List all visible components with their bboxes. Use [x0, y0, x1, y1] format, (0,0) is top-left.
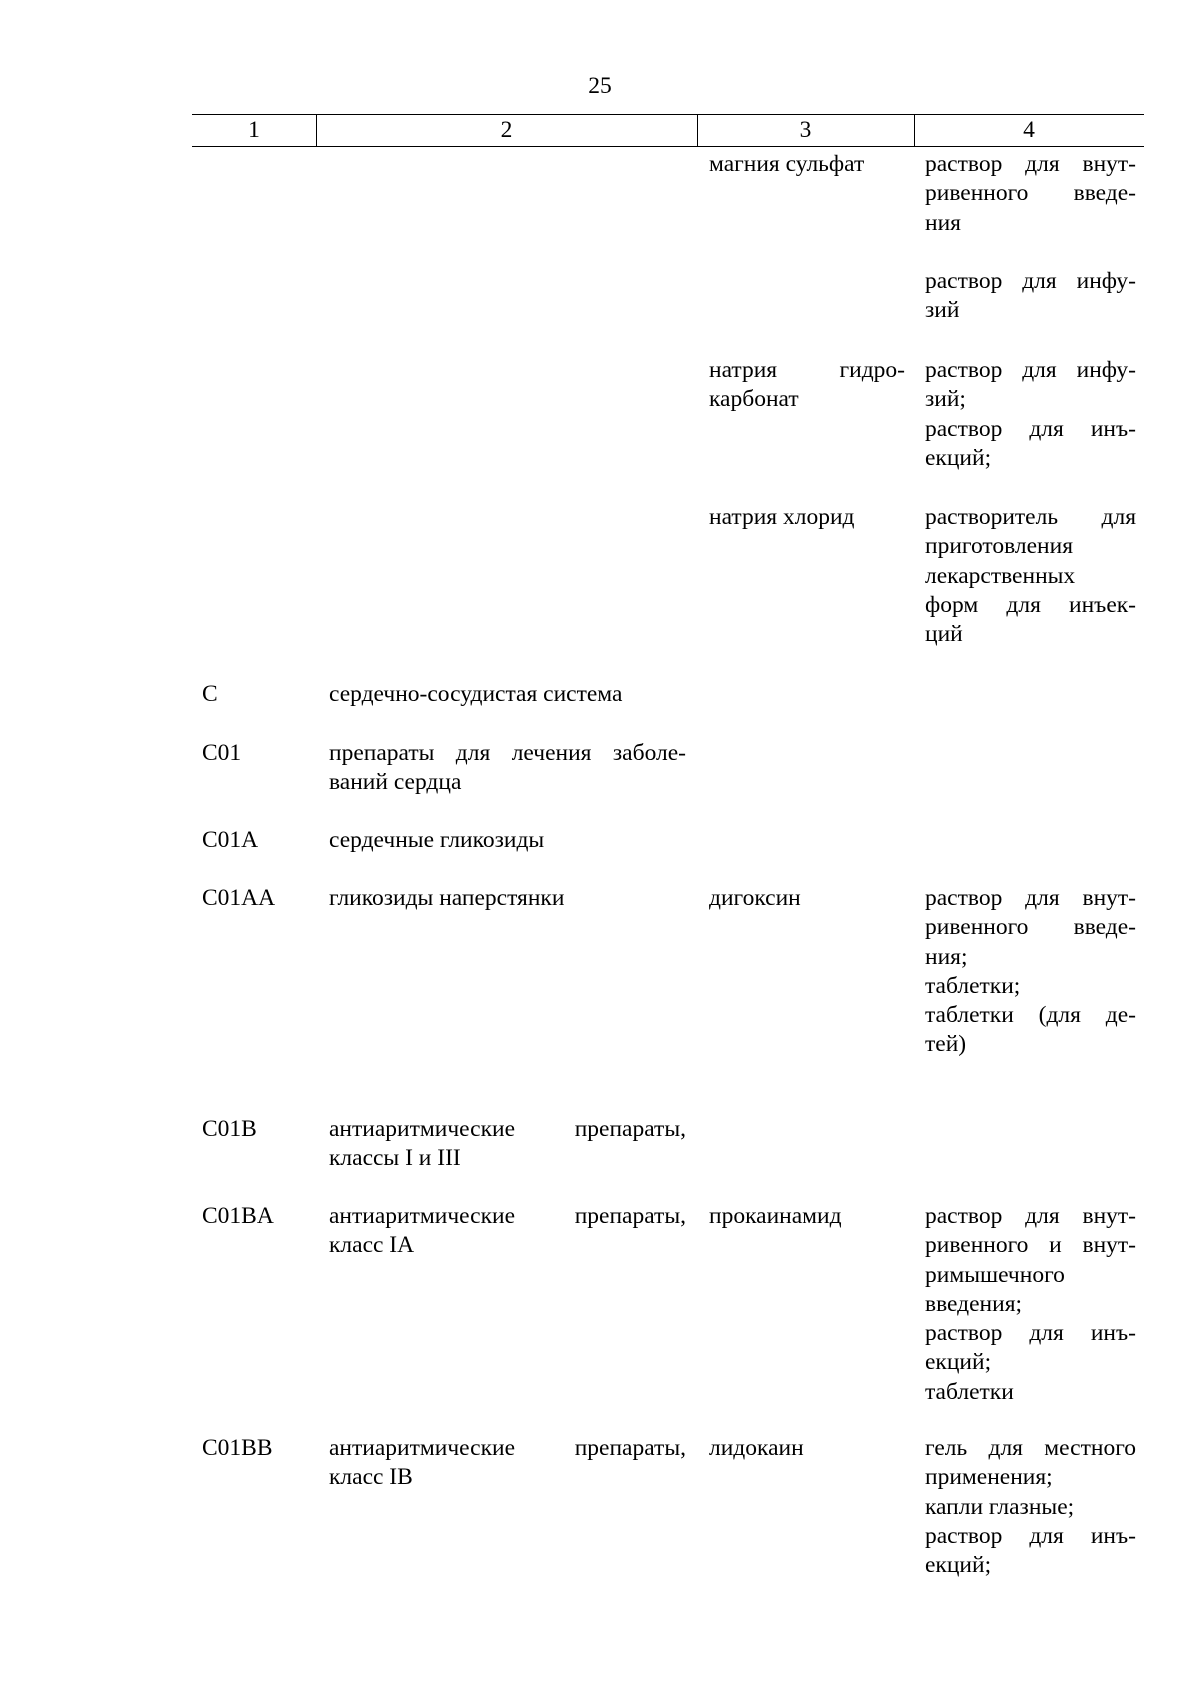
- dosage-form: раствор для внут- ривенного и внут- римышечного введения; раствор для инъ- екций; таблетки: [925, 1203, 1136, 1405]
- header-col-2: 2: [500, 117, 513, 143]
- atc-code: C01B: [202, 1116, 257, 1142]
- header-col-4: 4: [1023, 117, 1035, 143]
- table-header: [192, 114, 1144, 147]
- dosage-form: гель для местного применения; капли глазные; раствор для инъ- екций;: [925, 1435, 1136, 1579]
- atc-group-name: гликозиды наперстянки: [329, 885, 565, 911]
- atc-code: C: [202, 681, 218, 707]
- atc-code: C01BB: [202, 1435, 273, 1461]
- atc-group-name: сердечно-сосудистая система: [329, 681, 623, 707]
- atc-group-name: антиаритмические препараты, классы I и III: [329, 1116, 686, 1172]
- atc-code: C01BA: [202, 1203, 274, 1229]
- drug-name: магния сульфат: [709, 151, 865, 177]
- dosage-form: раствор для внут- ривенного введе- ния раствор для инфу- зий: [925, 151, 1136, 324]
- drug-name: прокаинамид: [709, 1203, 842, 1229]
- drug-name: дигоксин: [709, 885, 801, 911]
- drug-name: натрия хлорид: [709, 504, 855, 530]
- drug-name: лидокаин: [709, 1435, 804, 1461]
- atc-group-name: препараты для лечения заболе- ваний сердца: [329, 740, 686, 796]
- dosage-form: раствор для внут- ривенного введе- ния; таблетки; таблетки (для де- тей): [925, 885, 1136, 1058]
- atc-code: C01AA: [202, 885, 276, 911]
- atc-group-name: сердечные гликозиды: [329, 827, 545, 853]
- dosage-form: растворитель для приготовления лекарственных форм для инъек- ций: [925, 504, 1136, 648]
- header-col-1: 1: [248, 117, 260, 143]
- page-number: 25: [588, 73, 612, 99]
- atc-group-name: антиаритмические препараты, класс IB: [329, 1435, 686, 1491]
- dosage-form: раствор для инфу- зий; раствор для инъ- екций;: [925, 357, 1136, 471]
- drug-name: натрия гидро- карбонат: [709, 357, 905, 413]
- atc-code: C01: [202, 740, 242, 766]
- header-col-3: 3: [799, 117, 812, 143]
- atc-code: C01A: [202, 827, 259, 853]
- atc-group-name: антиаритмические препараты, класс IA: [329, 1203, 686, 1259]
